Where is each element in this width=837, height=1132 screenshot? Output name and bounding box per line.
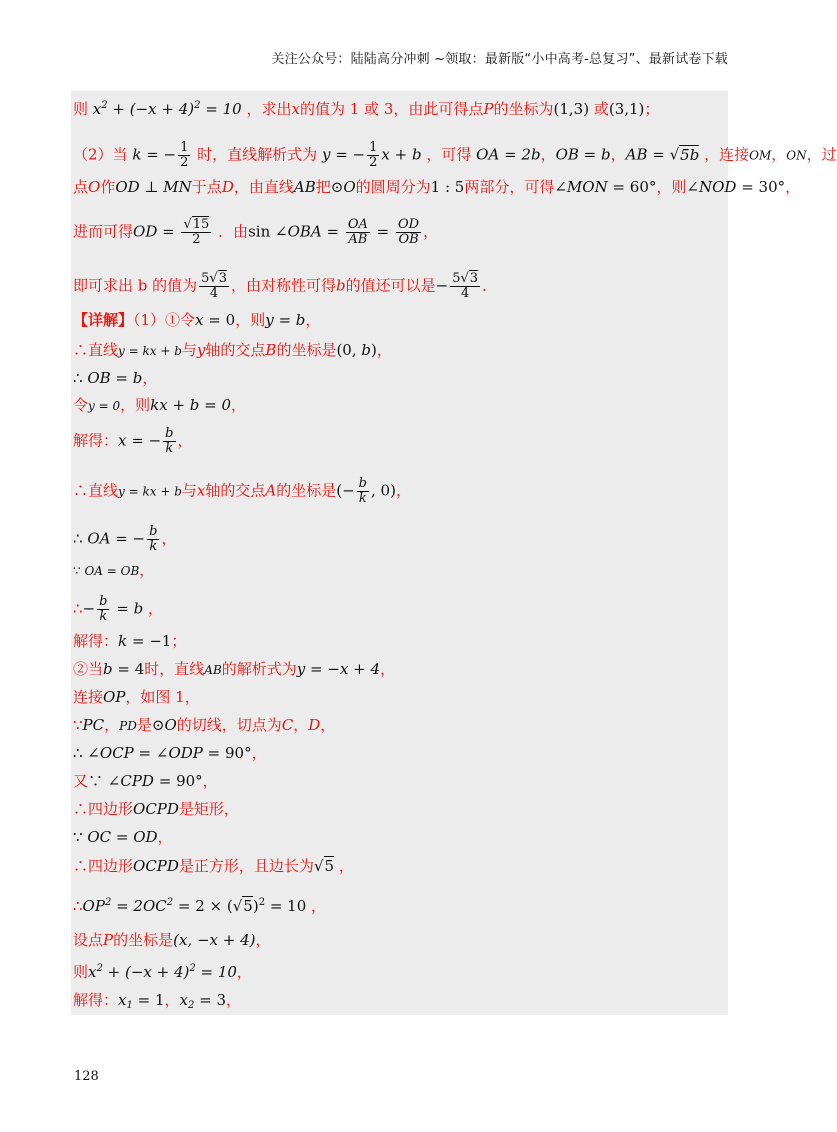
line-3: 点O作OD ⊥ MN于点D，由直线AB把⊙O的圆周分为1 : 5两部分，可得∠MON = 60°，则∠NOD = 30°，	[73, 178, 801, 196]
line-27: 解得：$x_1 = 1$，$x_2 = 3$，	[73, 991, 242, 1011]
line-14: ∴− $\frac{b}{k}$ = b ，	[73, 594, 163, 624]
line-5: 即可求出 b 的值为 $\frac{5√3}{4}$ ，由对称性可得b的值还可以是− $\frac{5√3}{4}$ ．	[73, 271, 498, 301]
line-24: $\therefore OP^2 = 2OC^2 = 2 \times (√5)^2 = 10$ ，	[73, 897, 327, 915]
line-23: ∴四边形OCPD是正方形，且边长为√5 ，	[73, 857, 354, 875]
page-number: 128	[74, 1069, 99, 1084]
line-10: 解得：x = − $\frac{b}{k}$ ，	[73, 426, 193, 456]
line-13: ∵ OA = OB，	[73, 561, 155, 579]
line-6: 【详解】（1）①令x = 0，则y = b，	[73, 311, 321, 329]
line-12: ∴ OA = − $\frac{b}{k}$ ，	[73, 524, 177, 554]
detail-label: 【详解】	[73, 311, 134, 329]
page-header: 关注公众号：陆陆高分冲刺 ~领取：最新版“小中高考-总复习”、最新试卷下载	[271, 52, 728, 67]
line-7: ∴直线y = kx + b与y轴的交点B的坐标是(0, b)，	[73, 341, 392, 359]
line-17: 连接OP，如图 1，	[73, 688, 200, 706]
line-21: ∴四边形OCPD是矩形，	[73, 800, 239, 818]
line-8: ∴ OB = b，	[73, 369, 158, 387]
line-15: 解得：k = −1；	[73, 632, 187, 650]
line-1: 则 $x^2 + (-x + 4)^2 = 10$ ，求出x的值为 1 或 3，由此可得点P的坐标为(1,3) 或(3,1)；	[73, 100, 660, 118]
line-4: 进而可得OD = $\frac{√15}{2}$ ．由sin ∠OBA = $\frac{OA}{AB}$ = $\frac{OD}{OB}$ ，	[73, 217, 439, 247]
line-22: ∵ OC = OD，	[73, 828, 173, 846]
line-25: 设点P的坐标是(x, −x + 4)，	[73, 931, 271, 949]
solution-content	[71, 91, 837, 1015]
line-26: 则$x^2 + (-x + 4)^2 = 10$，	[73, 963, 252, 981]
line-19: ∴ ∠OCP = ∠ODP = 90°，	[73, 744, 267, 762]
line-9: 令y = 0，则kx + b = 0，	[73, 396, 247, 414]
line-2: （2）当 k = − $\frac{1}{2}$ 时，直线解析式为 y = − $\frac{1}{2}$ x + b ，可得 OA = 2b，OB = b，AB = √5b ，连接OM，ON，过	[73, 140, 837, 170]
line-20: 又∵ ∠CPD = 90°，	[73, 772, 218, 790]
line-11: ∴直线y = kx + b与x轴的交点A的坐标是(− $\frac{b}{k}$ , 0)，	[73, 476, 411, 506]
line-16: ②当b = 4时，直线AB的解析式为y = −x + 4，	[73, 660, 396, 678]
line-18: ∵PC，PD是⊙O的切线，切点为C，D，	[73, 716, 336, 734]
